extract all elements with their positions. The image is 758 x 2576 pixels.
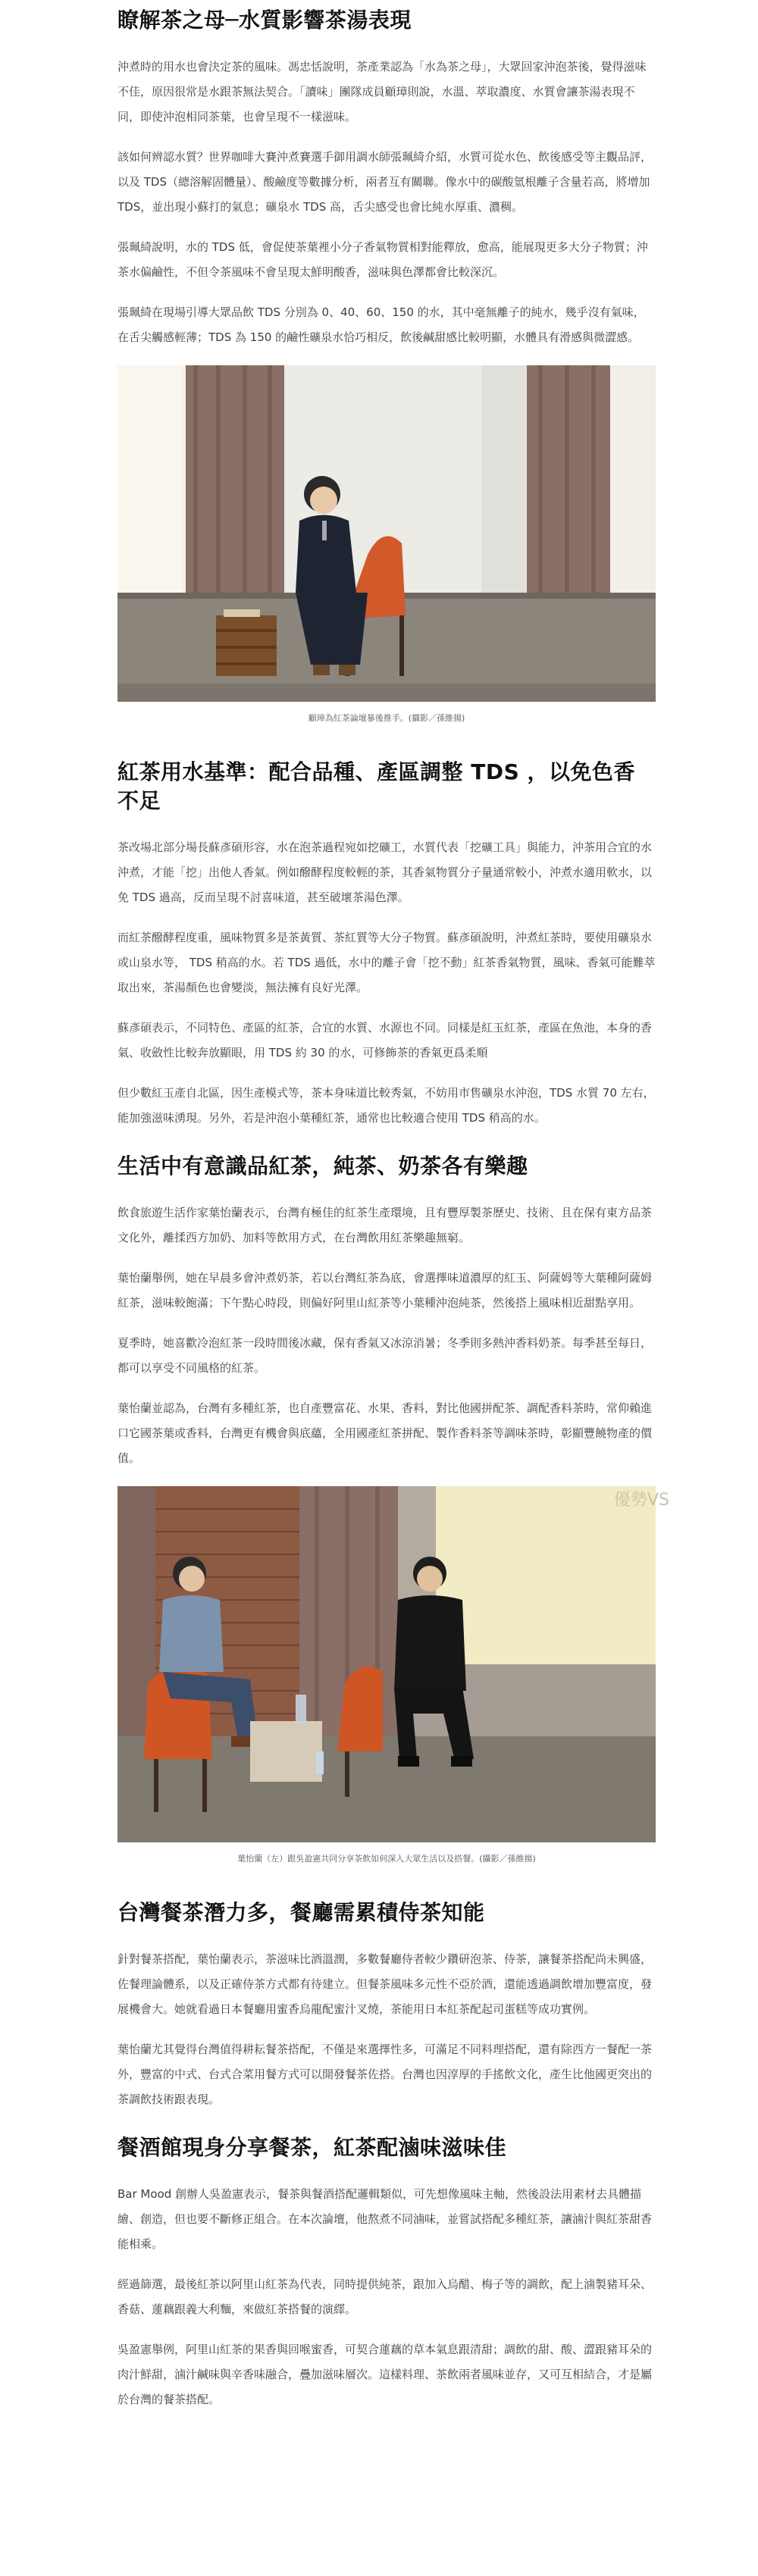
figure-speaker xyxy=(117,365,656,725)
watermark-text: 優勢VS xyxy=(614,1491,670,1510)
paragraph: 吳盈憲舉例，阿里山紅茶的果香與回喉蜜香，可契合蓮藕的草本氣息跟清甜；調飲的甜、酸、澀跟豬耳朵的肉汁鮮甜，滷汁鹹味與辛香味融合，疊加滋味層次。這樣料理、茶飲兩者風味並存，又可互相結合，才是屬於台灣的餐茶搭配。 xyxy=(117,2343,653,2406)
section-heading-bistro: 餐酒館現身分享餐茶，紅茶配滷味滋味佳 xyxy=(117,2135,507,2160)
photo-panel-illustration xyxy=(117,1486,670,1842)
photo-speaker-on-stage xyxy=(117,365,656,702)
paragraph: 夏季時，她喜歡冷泡紅茶一段時間後冰藏，保有香氣又冰涼消暑；冬季則多熱沖香料奶茶。每季甚至每日，都可以享受不同風格的紅茶。 xyxy=(117,1336,653,1375)
section-heading-water-quality: 瞭解茶之母─水質影響茶湯表現 xyxy=(117,8,412,33)
paragraph: 葉怡蘭並認為，台灣有多種紅茶，也自產豐富花、水果、香料，對比他國拼配茶、調配香料茶時，常仰賴進口它國茶葉或香料，台灣更有機會與底蘊，全用國產紅茶拼配、製作香料茶等調味茶時，彰顯豐饒物產的價值。 xyxy=(117,1401,653,1465)
paragraph: 經過篩選，最後紅茶以阿里山紅茶為代表，同時提供純茶，跟加入烏醋、梅子等的調飲，配上滷製豬耳朵、香菇、蓮藕跟義大利麵，來做紅茶搭餐的演繹。 xyxy=(117,2277,653,2316)
paragraph: Bar Mood 創辦人吳盈憲表示，餐茶與餐酒搭配邏輯類似，可先想像風味主軸，然後設法用素材去具體描繪、創造，但也要不斷修正組合。在本次論壇，他熬煮不同滷味，並嘗試搭配多種紅茶，讓滷汁與紅茶甜香能相乘。 xyxy=(117,2187,653,2251)
photo-panel-discussion xyxy=(117,1486,670,1842)
photo-caption: 顧璋為紅茶論壇暴後推手。(攝影／孫維揚) xyxy=(308,713,465,723)
paragraph: 但少數紅玉產自北區，因生產模式等，茶本身味道比較秀氣，不妨用市售礦泉水沖泡，TDS 水質 70 左右，能加強滋味湧現。另外，若是沖泡小葉種紅茶，通常也比較適合使用 TDS 稍高的水。 xyxy=(117,1086,655,1125)
paragraph: 張珮綺在現場引導大眾品飲 TDS 分別為 0、40、60、150 的水，其中毫無離子的純水，幾乎沒有氣味，在舌尖觸感輕薄；TDS 為 150 的鹼性礦泉水恰巧相反，飲後鹹甜感比較明顯，水體具有滑感與微澀感。 xyxy=(117,305,645,344)
paragraph: 茶改場北部分場長蘇彥碩形容，水在泡茶過程宛如挖礦工，水質代表「挖礦工具」與能力，沖茶用合宜的水沖煮，才能「挖」出他人香氣。例如醱酵程度較輕的茶，其香氣物質分子量通常較小，沖煮水適用軟水，以免 TDS 過高，反而呈現不討喜味道，甚至破壞茶湯色澤。 xyxy=(117,840,653,904)
paragraph: 飲食旅遊生活作家葉怡蘭表示，台灣有極佳的紅茶生產環境，且有豐厚製茶歷史、技術、且在保有東方品茶文化外，離揉西方加奶、加料等飲用方式，在台灣飲用紅茶樂趣無窮。 xyxy=(117,1206,653,1244)
figure-panel xyxy=(117,1486,670,1865)
paragraph: 而紅茶醱酵程度重，風味物質多是茶黃質、茶紅質等大分子物質。蘇彥碩說明，沖煮紅茶時，要使用礦泉水或山泉水等， TDS 稍高的水。若 TDS 過低，水中的離子會「挖不動」紅茶香氣物質，風味、香氣可能難萃取出來，茶湯顏色也會變淡，無法擁有良好光澤。 xyxy=(117,931,656,994)
section-heading-food-pairing: 台灣餐茶潛力多，餐廳需累積侍茶知能 xyxy=(117,1900,485,1925)
paragraph: 該如何辨認水質？世界咖啡大賽沖煮賽選手御用調水師張珮綺介紹，水質可從水色、飲後感受等主觀品評，以及 TDS（總溶解固體量）、酸鹼度等數據分析，兩者互有關聯。像水中的碳酸氫根離子含量若高，將增加 TDS，並出現小蘇打的氣息；礦泉水 TDS 高，舌尖感受也會比純水厚重、濃稠。 xyxy=(117,150,653,214)
paragraph: 針對餐茶搭配，葉怡蘭表示，茶滋味比酒溫潤，多數餐廳侍者較少鑽研泡茶、侍茶，讓餐茶搭配尚未興盛，佐餐理論體系，以及正確侍茶方式都有待建立。但餐茶風味多元性不亞於酒，還能透過調飲增加豐富度，發展機會大。她就看過日本餐廳用蜜香烏龍配蜜汁叉燒，茶能用日本紅茶配起司蛋糕等成功實例。 xyxy=(117,1952,653,2016)
paragraph: 葉怡蘭尤其覺得台灣值得耕耘餐茶搭配，不僅是來選擇性多，可滿足不同料理搭配，還有除西方一餐配一茶外，豐富的中式、台式合菜用餐方式可以開發餐茶佐搭。台灣也因淳厚的手搖飲文化，產生比他國更突出的茶調飲技術跟表現。 xyxy=(117,2042,653,2106)
article-content xyxy=(117,6,670,2427)
paragraph: 張珮綺說明，水的 TDS 低，會促使茶葉裡小分子香氣物質相對能釋放，愈高，能展現更多大分子物質；沖茶水偏鹼性，不但令茶風味不會呈現太鮮明酸香，滋味與色澤都會比較深沉。 xyxy=(117,240,648,279)
paragraph: 葉怡蘭舉例，她在早晨多會沖煮奶茶，若以台灣紅茶為底，會選擇味道濃厚的紅玉、阿薩姆等大葉種阿薩姆紅茶，滋味較飽滿；下午點心時段，則偏好阿里山紅茶等小葉種沖泡純茶，然後搭上風味相近甜點享用。 xyxy=(117,1271,653,1310)
photo-caption: 葉怡蘭（左）跟吳盈憲共同分享茶飲如何深入大眾生活以及搭餐。(攝影／孫維揚) xyxy=(237,1854,536,1864)
section-heading-daily-tea: 生活中有意識品紅茶，純茶、奶茶各有樂趣 xyxy=(117,1153,528,1178)
photo-speaker-illustration xyxy=(117,365,656,702)
paragraph: 蘇彥碩表示，不同特色、產區的紅茶，合宜的水質、水源也不同。同樣是紅玉紅茶，產區在魚池，本身的香氣、收斂性比較奔放顯眼，用 TDS 約 30 的水，可修飾茶的香氣更爲柔順 xyxy=(117,1021,653,1060)
paragraph: 沖煮時的用水也會決定茶的風味。馮忠恬說明，茶產業認為「水為茶之母」，大眾回家沖泡茶後，覺得滋味不佳，原因很常是水跟茶無法契合。「讀味」團隊成員顧璋則說，水溫、萃取濃度、水質會讓茶湯表現不同，即使沖泡相同茶葉，也會呈現不一樣滋味。 xyxy=(117,60,647,124)
section-heading-black-tea-water: 紅茶用水基準：配合品種、產區調整 TDS ，以免色香不足 xyxy=(117,759,636,813)
